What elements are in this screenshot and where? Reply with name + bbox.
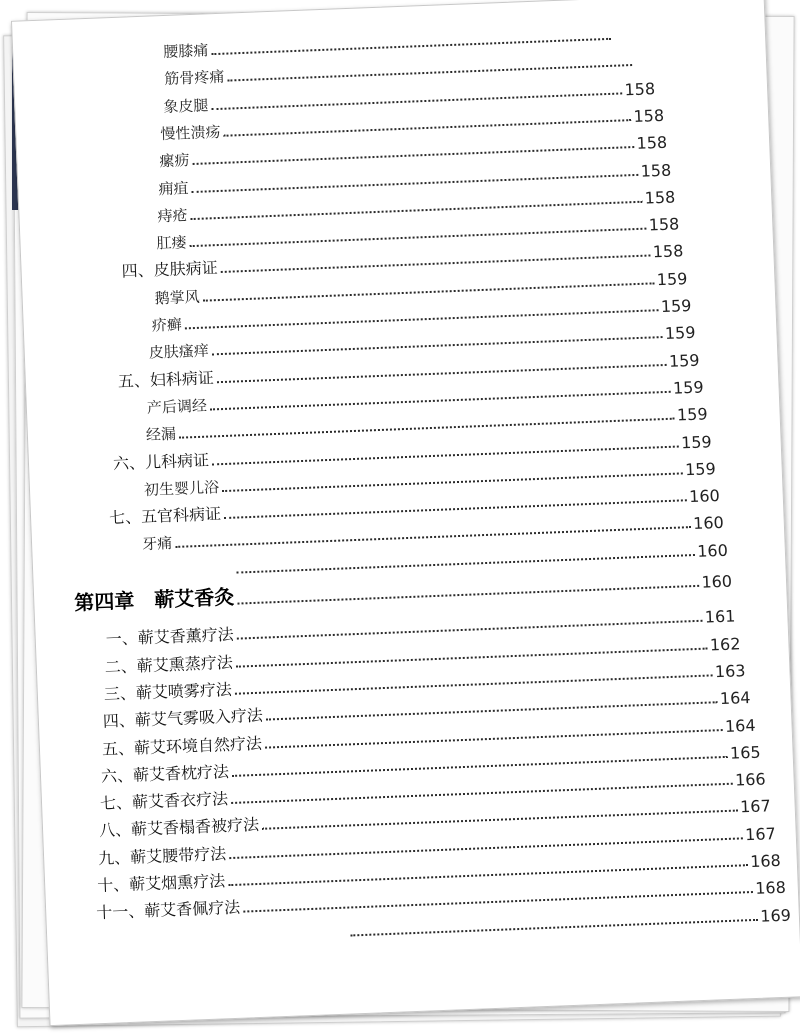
toc-title: 三、蕲艾喷雾疗法: [103, 679, 233, 704]
toc-title: 二、蕲艾熏蒸疗法: [104, 652, 234, 677]
dot-leader: [237, 585, 699, 605]
toc-title: 筋骨疼痛: [163, 67, 225, 89]
toc-page-number: 159: [668, 350, 700, 371]
toc-page-number: 158: [633, 105, 665, 126]
toc-page: [11, 0, 800, 1026]
toc-page-number: 159: [664, 323, 696, 344]
toc-page-number: 167: [744, 823, 777, 844]
toc-page-number: 160: [701, 571, 733, 592]
toc-title: 十一、蕲艾香佩疗法: [95, 898, 241, 923]
toc-page-number: 158: [644, 187, 676, 208]
toc-page-number: 161: [704, 606, 736, 627]
toc-title: 四、蕲艾气雾吸入疗法: [102, 705, 264, 732]
toc-page-number: 162: [709, 633, 741, 655]
toc-title: 慢性溃疡: [160, 122, 221, 144]
toc-page-number: 159: [672, 377, 704, 398]
toc-title: 鹅掌风: [154, 287, 201, 308]
toc-title: 产后调经: [146, 396, 208, 417]
toc-title: 肛瘘: [156, 233, 187, 253]
toc-title: 一、蕲艾香薰疗法: [105, 625, 235, 649]
toc-page-number: 158: [636, 132, 668, 154]
toc-title: 九、蕲艾腰带疗法: [97, 843, 227, 868]
toc-page-number: 169: [759, 905, 792, 926]
toc-title: 皮肤瘙痒: [148, 341, 210, 363]
toc-page-number: 159: [684, 458, 717, 480]
toc-title: 六、儿科病证: [112, 450, 210, 473]
dot-leader: [350, 918, 758, 936]
toc-title: 五、蕲艾环境自然疗法: [101, 733, 263, 759]
toc-page-number: 158: [648, 214, 680, 235]
toc-page-number: 168: [749, 850, 782, 872]
toc-page-number: 168: [754, 878, 787, 899]
toc-page-number: 159: [656, 268, 688, 289]
toc-page-number: 158: [624, 78, 656, 99]
toc-page-number: 159: [660, 295, 692, 317]
toc-title: 腰膝痛: [162, 41, 209, 62]
toc-page-number: 160: [692, 513, 725, 534]
toc-title: 痔疮: [157, 206, 188, 226]
toc-title: 十、蕲艾烟熏疗法: [96, 871, 226, 896]
toc-title: 八、蕲艾香榻香被疗法: [98, 815, 260, 841]
toc-page-number: 158: [640, 160, 672, 181]
toc-page-number: 159: [680, 431, 712, 452]
toc-title: 五、妇科病证: [117, 367, 215, 391]
toc-page-number: 159: [676, 404, 708, 425]
toc-page-number: 164: [724, 715, 756, 736]
toc-page-number: 166: [734, 769, 766, 790]
toc-page-number: 164: [719, 688, 751, 709]
toc-page-number: 160: [688, 486, 721, 507]
toc-title: 象皮腿: [163, 95, 209, 116]
toc-page-number: 167: [739, 796, 772, 817]
toc-title: 瘰疬: [159, 151, 190, 171]
toc-title: 七、五官科病证: [108, 504, 222, 528]
toc-title: 七、蕲艾香衣疗法: [99, 789, 229, 814]
toc-title: 痈疽: [158, 178, 189, 198]
toc-title: 牙痛: [141, 534, 173, 554]
toc-page-number: 165: [729, 742, 761, 763]
toc-title: 疥癣: [151, 315, 183, 335]
toc-title: 六、蕲艾香枕疗法: [100, 761, 230, 786]
toc-title: 初生婴儿浴: [143, 478, 220, 499]
toc-page-number: 158: [652, 241, 684, 262]
toc-title: 经漏: [145, 425, 177, 445]
toc-page-number: 160: [696, 540, 729, 561]
toc-title: 第四章 蕲艾香灸: [73, 584, 235, 615]
toc-page-number: 163: [714, 661, 746, 682]
toc-title: 四、皮肤病证: [121, 258, 218, 282]
